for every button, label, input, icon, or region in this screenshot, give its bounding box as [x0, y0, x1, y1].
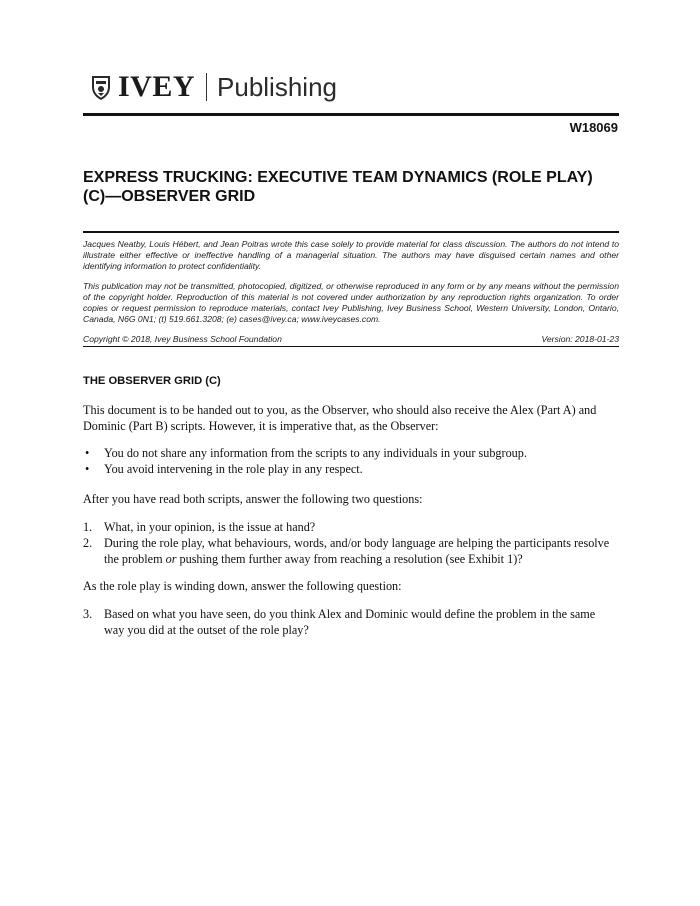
permissions-disclaimer: This publication may not be transmitted, photocopied, digitized, or otherwise reproduced in any form or by any means without the permission of the copyright holder. Reproduction of this material is not covered under authorization by any reproduction rights organization. To order copies or request permission to reproduce materials, contact Ivey Publishing, Ivey Business School, Western University, London, Ontario, Canada, N6G 0N1; (t) 519.661.3208; (e) cases@ivey.ca; www.iveycases.com. [83, 281, 619, 324]
question-2 [83, 535, 619, 567]
intro-line-1: This document is to be handed out to you, as the Observer, who should also receive the Alex (Part A) and [83, 403, 597, 417]
after-reading-paragraph: After you have read both scripts, answer the following two questions: [83, 492, 423, 506]
winding-down-paragraph: As the role play is winding down, answer the following question: [83, 579, 402, 593]
list-item [83, 461, 619, 477]
final-question-list [83, 606, 619, 638]
list-item [83, 445, 619, 461]
authors-disclaimer: Jacques Neatby, Louis Hébert, and Jean Poitras wrote this case solely to provide material for class discussion. The authors do not intend to illustrate either effective or ineffective handling of a managerial situation. The authors may have disguised certain names and other identifying information to protect confidentiality. [83, 239, 619, 271]
bullet-text: You avoid intervening in the role play in any respect. [104, 462, 363, 476]
question-3 [83, 606, 619, 638]
brand-suffix: Publishing [217, 72, 337, 102]
copyright-row [83, 334, 619, 344]
ivey-crest-icon [90, 73, 112, 101]
question-emphasis: or [165, 552, 177, 566]
version-text: Version: 2018-01-23 [541, 334, 619, 344]
header-rule [83, 113, 619, 116]
question-number: 3. [83, 607, 93, 621]
question-text-line-1: During the role play, what behaviours, words, and/or body language are helping the participants resolve [104, 536, 610, 550]
intro-paragraph [83, 402, 619, 434]
disclaimer-bottom-rule [83, 346, 619, 347]
bullet-text: You do not share any information from the scripts to any individuals in your subgroup. [104, 446, 527, 460]
ivey-publishing-logo [90, 70, 337, 104]
question-number: 2. [83, 536, 93, 550]
logo-divider [206, 73, 207, 101]
bullet-dot-icon: • [85, 446, 90, 460]
bullet-dot-icon: • [85, 462, 90, 476]
question-text-line-2 [104, 551, 619, 567]
title-line-1: EXPRESS TRUCKING: EXECUTIVE TEAM DYNAMICS (ROLE PLAY) [83, 169, 593, 186]
copyright-text: Copyright © 2018, Ivey Business School Foundation [83, 334, 282, 344]
question-text-part: pushing them further away from reaching a resolution (see Exhibit 1)? [176, 552, 523, 566]
intro-line-2: Dominic (Part B) scripts. However, it is imperative that, as the Observer: [83, 419, 439, 433]
questions-list [83, 519, 619, 567]
section-heading: THE OBSERVER GRID (C) [83, 375, 221, 387]
disclaimer-top-rule [83, 231, 619, 233]
title-line-2: (C)—OBSERVER GRID [83, 188, 256, 205]
case-number: W18069 [569, 120, 618, 135]
question-number: 1. [83, 520, 93, 534]
question-text-part: the problem [104, 552, 166, 566]
question-text-line-1: Based on what you have seen, do you think Alex and Dominic would define the problem in the same [104, 607, 596, 621]
question-1 [83, 519, 619, 535]
observer-rules-list [83, 445, 619, 477]
document-title [83, 168, 623, 206]
question-text: What, in your opinion, is the issue at hand? [104, 520, 316, 534]
brand-name: IVEY [118, 70, 196, 103]
question-text-line-2: way you did at the outset of the role play? [104, 623, 309, 637]
